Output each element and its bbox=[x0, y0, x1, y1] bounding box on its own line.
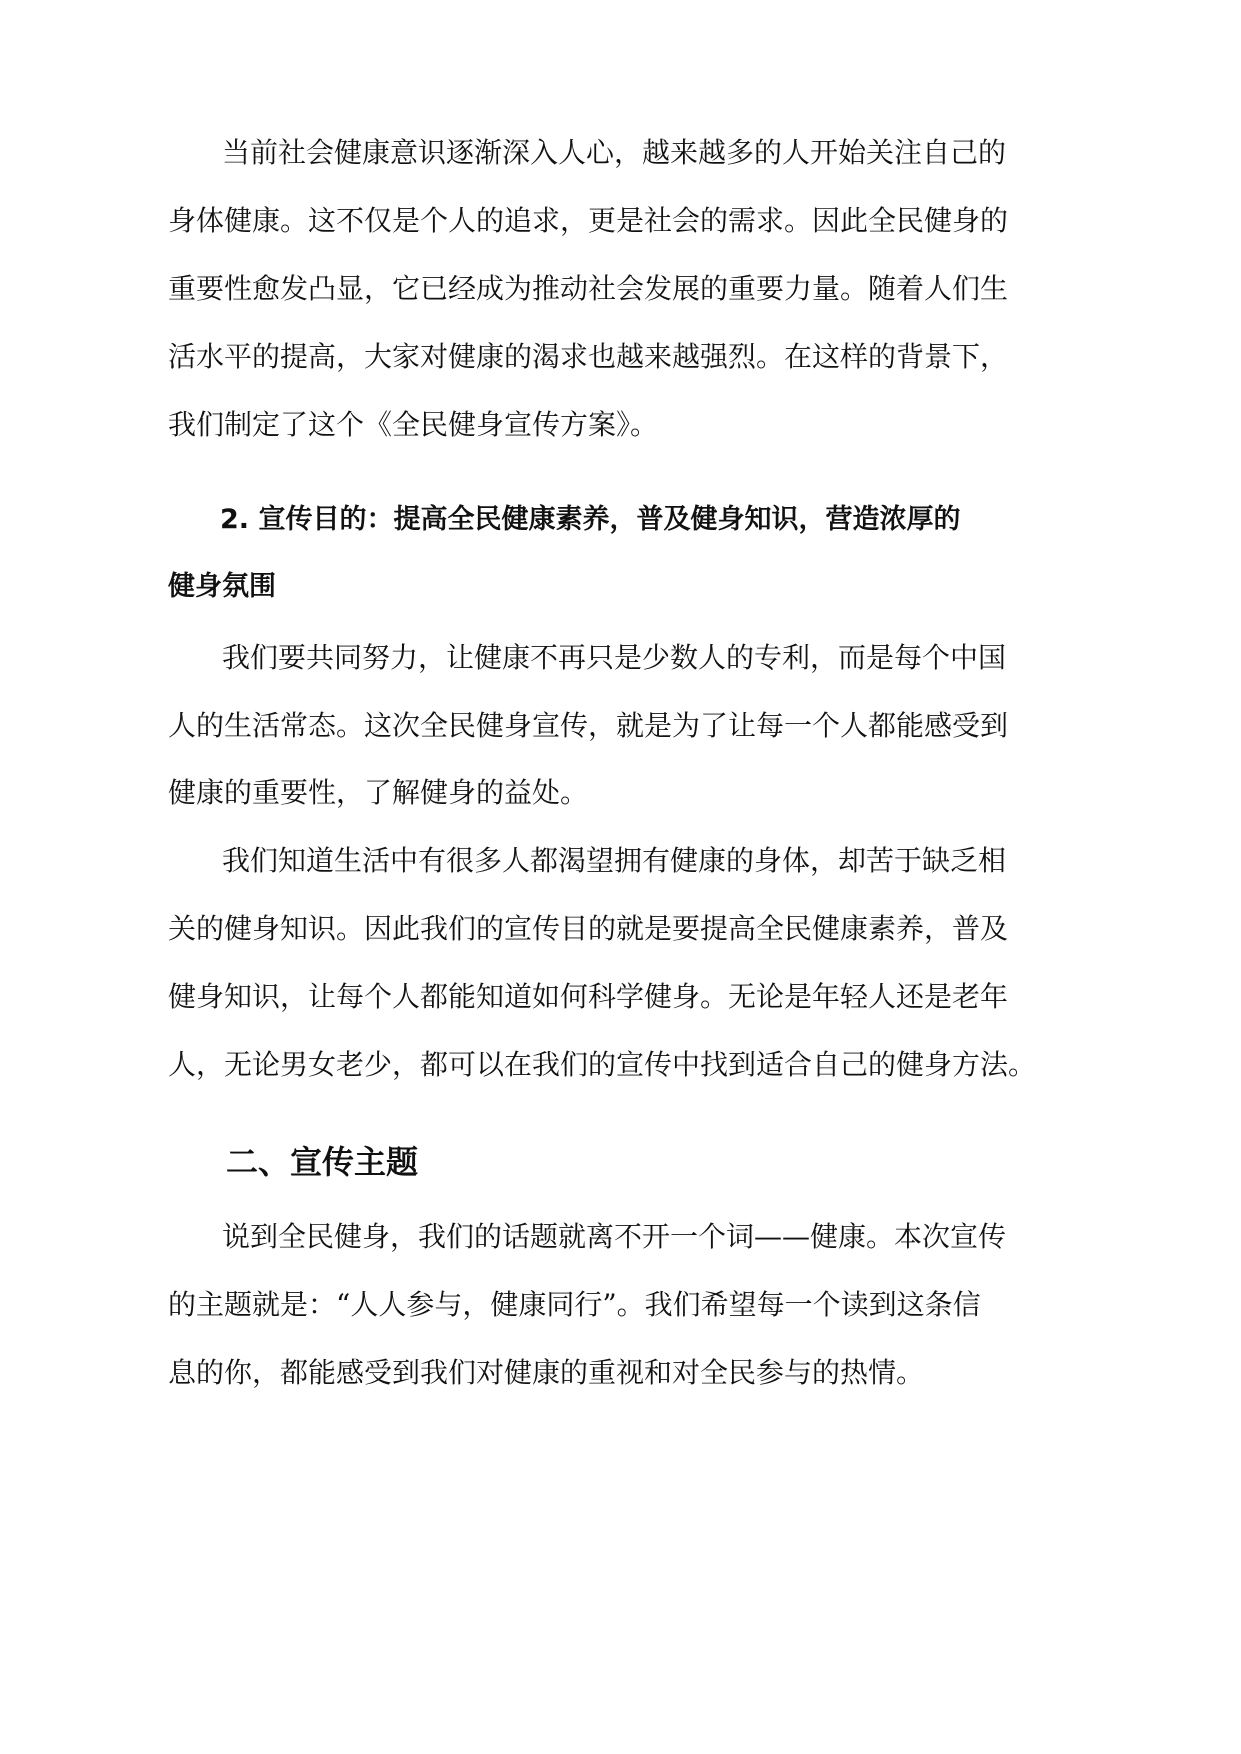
body-text-line: 我们要共同努力，让健康不再只是少数人的专利，而是每个中国 bbox=[222, 641, 1007, 674]
section-heading-line: 健身氛围 bbox=[168, 571, 276, 602]
body-text-line: 的主题就是：“人人参与，健康同行”。我们希望每一个读到这条信 bbox=[168, 1288, 981, 1321]
body-text-line: 健身知识，让每个人都能知道如何科学健身。无论是年轻人还是老年 bbox=[168, 980, 1009, 1013]
body-text-line: 说到全民健身，我们的话题就离不开一个词——健康。本次宣传 bbox=[222, 1220, 1007, 1253]
body-text-line: 我们知道生活中有很多人都渴望拥有健康的身体，却苦于缺乏相 bbox=[222, 844, 1007, 877]
body-text-line: 身体健康。这不仅是个人的追求，更是社会的需求。因此全民健身的 bbox=[168, 204, 1009, 237]
body-text-line: 当前社会健康意识逐渐深入人心，越来越多的人开始关注自己的 bbox=[222, 136, 1007, 169]
body-text-line: 关的健身知识。因此我们的宣传目的就是要提高全民健康素养，普及 bbox=[168, 912, 1009, 945]
body-text-line: 我们制定了这个《全民健身宣传方案》。 bbox=[168, 408, 659, 441]
body-text-line: 息的你，都能感受到我们对健康的重视和对全民参与的热情。 bbox=[168, 1356, 925, 1389]
section-title: 二、宣传主题 bbox=[226, 1143, 419, 1181]
section-heading-line: 2. 宣传目的：提高全民健康素养，普及健身知识，营造浓厚的 bbox=[220, 504, 961, 535]
body-text-line: 健康的重要性，了解健身的益处。 bbox=[168, 776, 589, 809]
body-text-line: 重要性愈发凸显，它已经成为推动社会发展的重要力量。随着人们生 bbox=[168, 272, 1009, 305]
body-text-line: 人的生活常态。这次全民健身宣传，就是为了让每一个人都能感受到 bbox=[168, 709, 1009, 742]
body-text-line: 活水平的提高，大家对健康的渴求也越来越强烈。在这样的背景下， bbox=[168, 340, 1009, 373]
body-text-line: 人，无论男女老少，都可以在我们的宣传中找到适合自己的健身方法。 bbox=[168, 1048, 1037, 1081]
